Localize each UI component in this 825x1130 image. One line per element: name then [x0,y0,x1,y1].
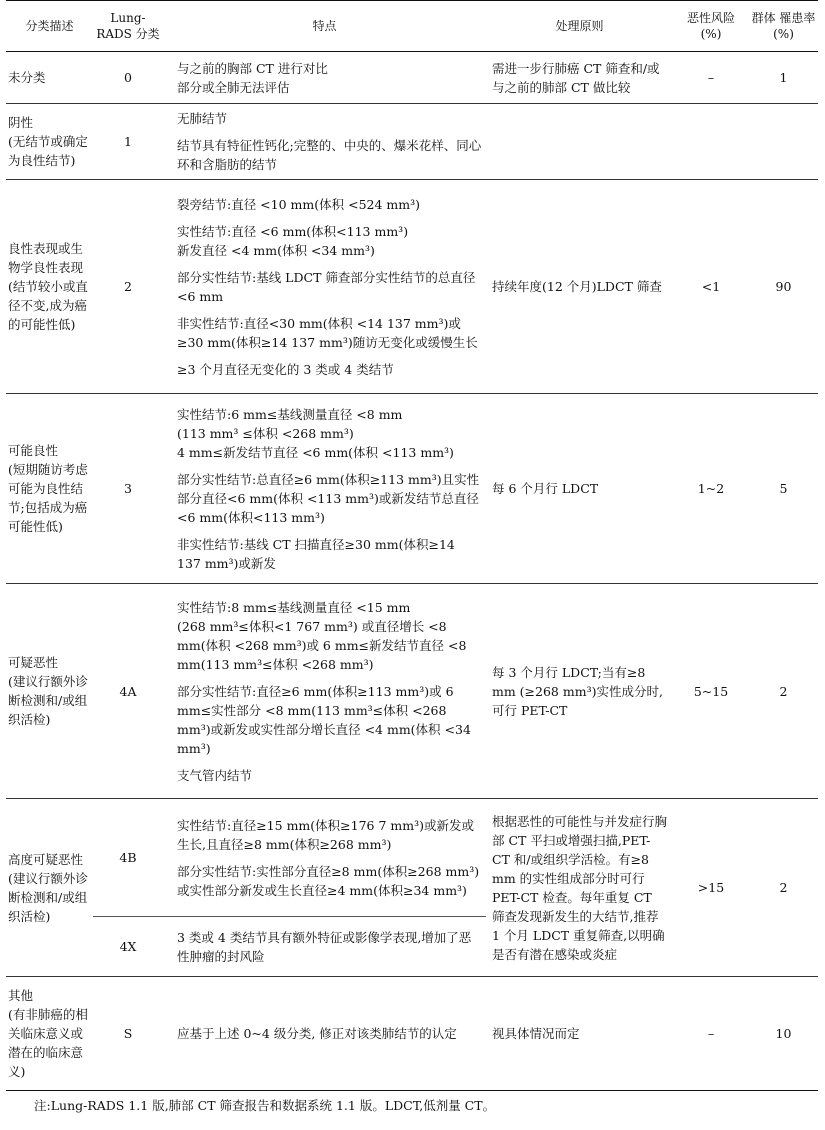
row-prevalence: 2 [749,799,818,977]
row-class: S [93,977,163,1091]
row-class: 4A [93,584,163,799]
row-category: 高度可疑恶性 (建议行额外诊断检测和/或组织活检) [6,799,93,977]
row-category: 良性表现或生物学良性表现(结节较小或直径不变,成为癌的可能性低) [6,180,93,394]
row-management: 每 6 个月行 LDCT [486,394,673,584]
feature-item: 部分实性结节:实性部分直径≥8 mm(体积≥268 mm³)或实性部分新发或生长直径≥4 mm(体积≥34 mm³) [177,863,480,898]
table-row [6,180,818,394]
row-prevalence: 1 [749,52,818,104]
row-class: 4B [93,799,163,917]
table-row [6,104,818,180]
table-row [6,584,818,799]
row-category: 未分类 [6,52,93,104]
row-management [486,104,673,180]
feature-item: 结节具有特征性钙化;完整的、中央的、爆米花样、同心环和含脂肪的结节 [177,138,482,172]
row-management: 持续年度(12 个月)LDCT 筛查 [486,180,673,394]
feature-item: 无肺结节 [177,111,228,126]
header-malignancy-risk: 恶性风险 (%) [673,1,749,52]
feature-item: ≥3 个月直径无变化的 3 类或 4 类结节 [177,361,394,377]
row-risk: – [673,977,749,1091]
row-features [163,104,486,180]
feature-item: 与之前的胸部 CT 进行对比 部分或全肺无法评估 [177,60,328,95]
row-management: 每 3 个月行 LDCT;当有≥8 mm (≥268 mm³)实性成分时,可行 PET-CT [486,584,673,799]
header-prevalence: 群体 罹患率(%) [749,1,818,52]
row-prevalence: 10 [749,977,818,1091]
feature-item: 部分实性结节:总直径≥6 mm(体积≥113 mm³)且实性部分直径<6 mm(体积 <113 mm³)或新发结节总直径 <6 mm(体积<113 mm³) [177,471,480,525]
row-prevalence: 5 [749,394,818,584]
header-management: 处理原则 [486,1,673,52]
row-features [163,799,486,917]
row-category: 阴性 (无结节或确定为良性结节) [6,104,93,180]
feature-item: 支气管内结节 [177,767,253,783]
feature-item: 实性结节:8 mm≤基线测量直径 <15 mm (268 mm³≤体积<1 767 mm³) 或直径增长 <8 mm(体积 <268 mm³)或 6 mm≤新发结节直径 <8 mm(113 mm³≤体积 <268 mm³) [177,599,467,672]
feature-item: 3 类或 4 类结节具有额外特征或影像学表现,增加了恶性肿瘤的封风险 [177,929,472,964]
header-category: 分类描述 [6,1,93,52]
row-management: 视具体情况而定 [486,977,673,1091]
row-class: 3 [93,394,163,584]
row-prevalence: 90 [749,180,818,394]
feature-item: 部分实性结节:直径≥6 mm(体积≥113 mm³)或 6 mm≤实性部分 <8 mm(113 mm³≤体积 <268 mm³)或新发或实性部分增长直径 <4 mm(体积 <34 mm³) [177,683,471,756]
row-class: 1 [93,104,163,180]
row-class: 0 [93,52,163,104]
row-features-sub [163,917,486,977]
row-management: 根据恶性的可能性与并发症行胸部 CT 平扫或增强扫描,PET-CT 和/或组织学活检。有≥8 mm 的实性组成部分时可行 PET-CT 检查。每年重复 CT 筛查发现新发生的大结节,推荐 1 个月 LDCT 重复筛查,以明确是否有潜在感染或炎症 [486,799,673,977]
lung-rads-table [6,0,818,1091]
row-features [163,394,486,584]
feature-item: 非实性结节:基线 CT 扫描直径≥30 mm(体积≥14 137 mm³)或新发 [177,536,455,571]
feature-item: 非实性结节:直径<30 mm(体积 <14 137 mm³)或≥30 mm(体积≥14 137 mm³)随访无变化或缓慢生长 [177,315,478,350]
header-lung-rads-class: Lung-RADS 分类 [93,1,163,52]
row-risk: – [673,52,749,104]
feature-item: 实性结节:直径≥15 mm(体积≥176 7 mm³)或新发或生长,且直径≥8 mm(体积≥268 mm³) [177,817,474,852]
row-features [163,52,486,104]
feature-item: 应基于上述 0~4 级分类, 修正对该类肺结节的认定 [177,1026,457,1041]
table-header-row [6,1,818,52]
row-category: 可能良性 (短期随访考虑可能为良性结节;包括成为癌可能性低) [6,394,93,584]
feature-item: 裂旁结节:直径 <10 mm(体积 <524 mm³) [177,196,420,212]
table-row [6,52,818,104]
row-risk: 5~15 [673,584,749,799]
feature-item: 实性结节:6 mm≤基线测量直径 <8 mm (113 mm³ ≤体积 <268 mm³) 4 mm≤新发结节直径 <6 mm(体积 <113 mm³) [177,406,454,460]
row-features [163,584,486,799]
table-footnote: 注:Lung-RADS 1.1 版,肺部 CT 筛查报告和数据系统 1.1 版。LDCT,低剂量 CT。 [34,1098,496,1113]
row-prevalence: 2 [749,584,818,799]
feature-item: 实性结节:直径 <6 mm(体积<113 mm³) 新发直径 <4 mm(体积 <34 mm³) [177,223,409,258]
row-risk: 1~2 [673,394,749,584]
row-management: 需进一步行肺癌 CT 筛查和/或与之前的肺部 CT 做比较 [486,52,673,104]
row-features [163,977,486,1091]
table-row [6,977,818,1091]
table-row [6,394,818,584]
row-prevalence [749,104,818,180]
header-features: 特点 [163,1,486,52]
row-category: 其他 (有非肺癌的相关临床意义或潜在的临床意义) [6,977,93,1091]
row-risk: <1 [673,180,749,394]
feature-item: 部分实性结节:基线 LDCT 筛查部分实性结节的总直径 <6 mm [177,269,476,304]
row-features [163,180,486,394]
row-risk: >15 [673,799,749,977]
row-class-sub: 4X [93,917,163,977]
lung-rads-table-document [6,0,818,1091]
row-risk [673,104,749,180]
row-class: 2 [93,180,163,394]
row-category: 可疑恶性 (建议行额外诊断检测和/或组织活检) [6,584,93,799]
table-row [6,799,818,917]
